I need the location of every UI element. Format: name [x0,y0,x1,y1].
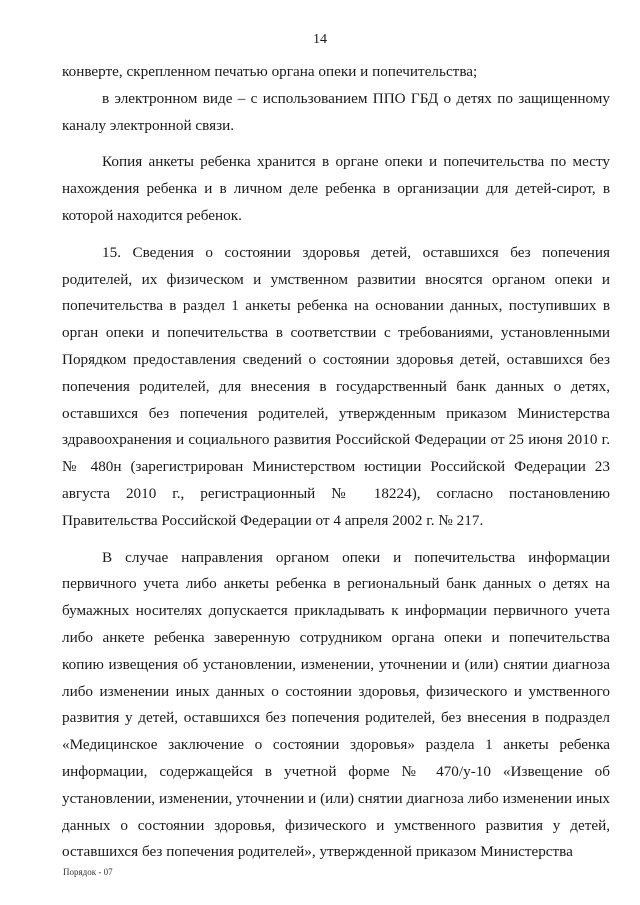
footer-code: Порядок - 07 [63,867,113,877]
paragraph-copy: Копия анкеты ребенка хранится в органе опеки и попечительства по месту нахождения ребенка и в личном деле ребенка в организации для детей-сирот, в которой находится ребенок. [62,153,610,224]
page-number: 14 [313,32,327,47]
paragraph-paper-media: В случае направления органом опеки и попечительства информации первичного учета либо анкеты ребенка в региональный банк данных о детях на бумажных носителях допускается прикладывать к информации первичного учета либо анкете ребенка заверенную сотрудником органа опеки и попечительства копию извещения об установлении, изменении, уточнении и (или) снятии диагноза либо изменении иных данных о состоянии здоровья, физического и умственного развития у детей, оставшихся без попечения родителей, без внесения в подраздел «Медицинское заключение о состоянии здоровья» раздела 1 анкеты ребенка информации, содержащейся в учетной форме № 470/у-10 «Извещение об установлении, изменении, уточнении и (или) снятии диагноза либо изменении иных данных о состоянии здоровья, физического и умственного развития у детей, оставшихся без попечения родителей», утвержденной приказом Министерства [62,548,610,861]
document-body [62,59,610,866]
paragraph-section-15: 15. Сведения о состоянии здоровья детей, оставшихся без попечения родителей, их физическом и умственном развитии вносятся органом опеки и попечительства в раздел 1 анкеты ребенка на основании данных, поступивших в орган опеки и попечительства в соответствии с требованиями, установленными Порядком предоставления сведений о состоянии здоровья детей, оставшихся без попечения родителей, для внесения в государственный банк данных о детях, оставшихся без попечения родителей, утвержденным приказом Министерства здравоохранения и социального развития Российской Федерации от 25 июня 2010 г. № 480н (зарегистрирован Министерством юстиции Российской Федерации 23 августа 2010 г., регистрационный № 18224), согласно постановлению Правительства Российской Федерации от 4 апреля 2002 г. № 217. [62,243,610,529]
paragraph-envelope: конверте, скрепленном печатью органа опеки и попечительства; [62,63,478,80]
paragraph-electronic: в электронном виде – с использованием ППО ГБД о детях по защищенному каналу электронной связи. [62,89,610,134]
